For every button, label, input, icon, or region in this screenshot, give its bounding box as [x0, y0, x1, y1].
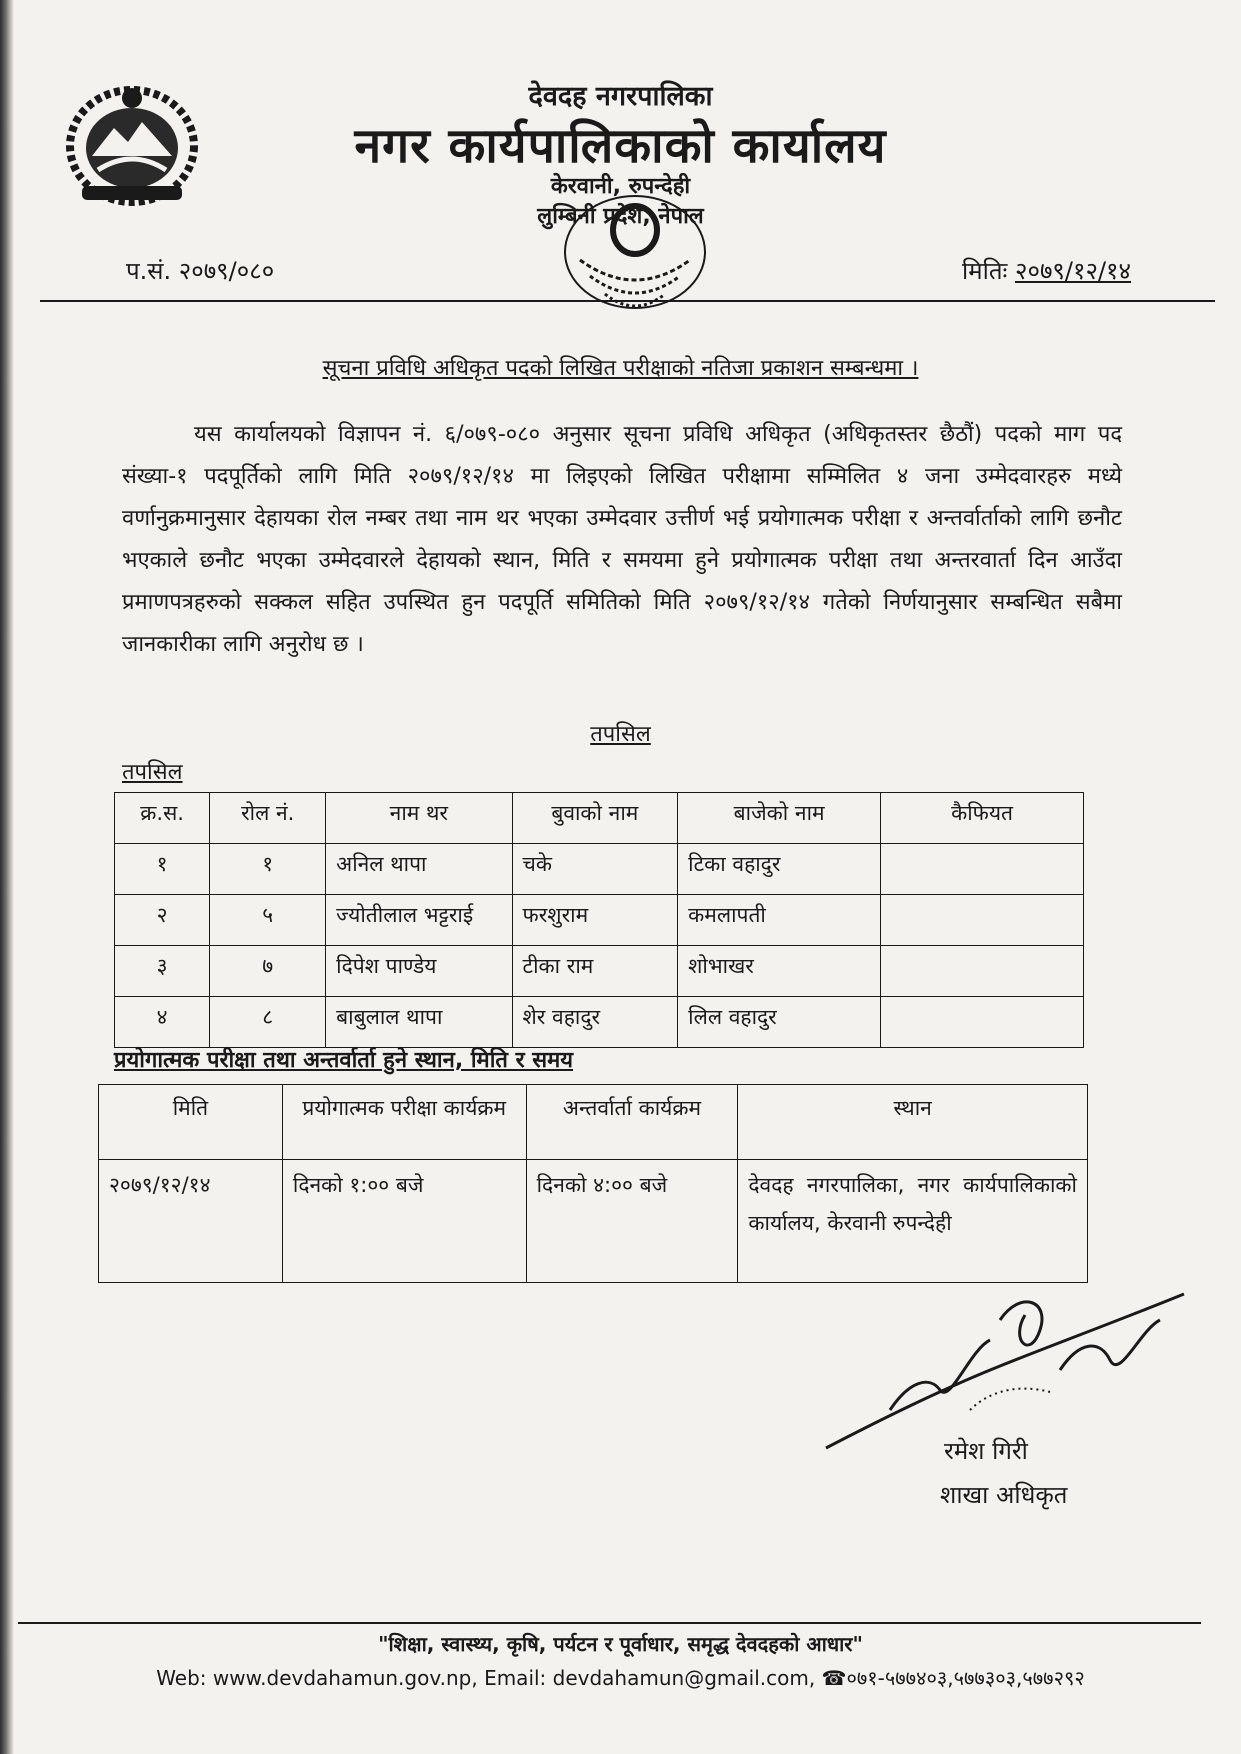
- results-header-row: [115, 793, 1084, 844]
- cell-grandfather: कमलापती: [678, 895, 881, 946]
- cell-serial: २: [115, 895, 210, 946]
- col-interview: अन्तर्वार्ता कार्यक्रम: [526, 1085, 738, 1160]
- col-father: बुवाको नाम: [512, 793, 678, 844]
- footer-slogan: "शिक्षा, स्वास्थ्य, कृषि, पर्यटन र पूर्वाधार, समृद्ध देवदहको आधार": [378, 1632, 863, 1656]
- annex-heading-left: तपसिल: [122, 760, 183, 785]
- cell-interview-time: दिनको ४:०० बजे: [526, 1160, 738, 1283]
- signatory-name: रमेश गिरी: [944, 1437, 1028, 1465]
- address-line-1: केरवानी, रुपन्देही: [550, 174, 691, 199]
- date-label: मितिः: [962, 257, 1008, 285]
- footer-contact: Web: www.devdahamun.gov.np, Email: devdahamun@gmail.com, ☎०७१-५७७४०३,५७७३०३,५७७२९२: [156, 1666, 1085, 1690]
- cell-grandfather: लिल वहादुर: [678, 997, 881, 1048]
- notice-body: यस कार्यालयको विज्ञापन नं. ६/०७९-०८० अनुसार सूचना प्रविधि अधिकृत (अधिकृतस्तर छैठौं) पदको माग पद संख्या-१ पदपूर्तिको लागि मिति २०७९/१२/१४ मा लिइएको लिखित परीक्षामा सम्मिलित ४ जना उम्मेदवारहरु मध्ये वर्णानुक्रमानुसार देहायका रोल नम्बर तथा नाम थर भएका उम्मेदवार उत्तीर्ण भई प्रयोगात्मक परीक्षा र अन्तर्वार्ताको लागि छनौट भएकाले छनौट भएका उम्मेदवारले देहायको स्थान, मिति र समयमा हुने प्रयोगात्मक परीक्षा तथा अन्तरवार्ता दिन आउँदा प्रमाणपत्रहरुको सक्कल सहित उपस्थित हुन पदपूर्ति समितिको मिति २०७९/१२/१४ गतेको निर्णयानुसार सम्बन्धित सबैमा जानकारीका लागि अनुरोध छ ।: [122, 422, 1122, 657]
- cell-practical-time: दिनको १:०० बजे: [282, 1160, 526, 1283]
- cell-roll: १: [210, 844, 326, 895]
- cell-venue: देवदह नगरपालिका, नगर कार्यपालिकाको कार्यालय, केरवानी रुपन्देही: [738, 1160, 1088, 1283]
- notice-subject: सूचना प्रविधि अधिकृत पदको लिखित परीक्षाको नतिजा प्रकाशन सम्बन्धमा ।: [322, 356, 919, 381]
- cell-remarks: [881, 895, 1084, 946]
- cell-grandfather: टिका वहादुर: [678, 844, 881, 895]
- office-stamp-icon: [550, 190, 720, 330]
- table-row: [115, 946, 1084, 997]
- office-title: नगर कार्यपालिकाको कार्यालय: [354, 118, 887, 174]
- col-grandfather: बाजेको नाम: [678, 793, 881, 844]
- document-date: [962, 254, 1131, 287]
- cell-serial: ३: [115, 946, 210, 997]
- col-roll: रोल नं.: [210, 793, 326, 844]
- cell-date: २०७९/१२/१४: [99, 1160, 283, 1283]
- cell-name: ज्योतीलाल भट्टराई: [326, 895, 512, 946]
- cell-roll: ५: [210, 895, 326, 946]
- cell-serial: ४: [115, 997, 210, 1048]
- scan-edge-shadow: [0, 0, 14, 1754]
- results-table: [114, 792, 1084, 1048]
- table-row: [115, 997, 1084, 1048]
- address-line-2: लुम्बिनी प्रदेश, नेपाल: [537, 204, 704, 229]
- col-practical: प्रयोगात्मक परीक्षा कार्यक्रम: [282, 1085, 526, 1160]
- cell-father: टीका राम: [512, 946, 678, 997]
- cell-name: अनिल थापा: [326, 844, 512, 895]
- cell-roll: ८: [210, 997, 326, 1048]
- cell-name: बाबुलाल थापा: [326, 997, 512, 1048]
- signatory-title: शाखा अधिकृत: [940, 1481, 1068, 1509]
- cell-father: फरशुराम: [512, 895, 678, 946]
- cell-roll: ७: [210, 946, 326, 997]
- table-row: [99, 1160, 1088, 1283]
- cell-father: चके: [512, 844, 678, 895]
- header-divider: [40, 300, 1215, 302]
- reference-number: प.सं. २०७९/०८०: [126, 257, 275, 285]
- signature-mark: [820, 1280, 1190, 1450]
- cell-father: शेर वहादुर: [512, 997, 678, 1048]
- cell-grandfather: शोभाखर: [678, 946, 881, 997]
- municipality-name: देवदह नगरपालिका: [528, 81, 713, 112]
- schedule-table: [98, 1084, 1088, 1283]
- col-serial: क्र.स.: [115, 793, 210, 844]
- date-value: २०७९/१२/१४: [1014, 257, 1131, 285]
- col-venue: स्थान: [738, 1085, 1088, 1160]
- schedule-heading: प्रयोगात्मक परीक्षा तथा अन्तर्वार्ता हुने स्थान, मिति र समय: [114, 1048, 574, 1073]
- cell-remarks: [881, 997, 1084, 1048]
- col-date: मिति: [99, 1085, 283, 1160]
- cell-serial: १: [115, 844, 210, 895]
- cell-name: दिपेश पाण्डेय: [326, 946, 512, 997]
- col-remarks: कैफियत: [881, 793, 1084, 844]
- col-name: नाम थर: [326, 793, 512, 844]
- table-row: [115, 895, 1084, 946]
- annex-heading-center: तपसिल: [590, 722, 651, 747]
- cell-remarks: [881, 946, 1084, 997]
- schedule-header-row: [99, 1085, 1088, 1160]
- cell-remarks: [881, 844, 1084, 895]
- table-row: [115, 844, 1084, 895]
- footer-divider: [18, 1622, 1201, 1624]
